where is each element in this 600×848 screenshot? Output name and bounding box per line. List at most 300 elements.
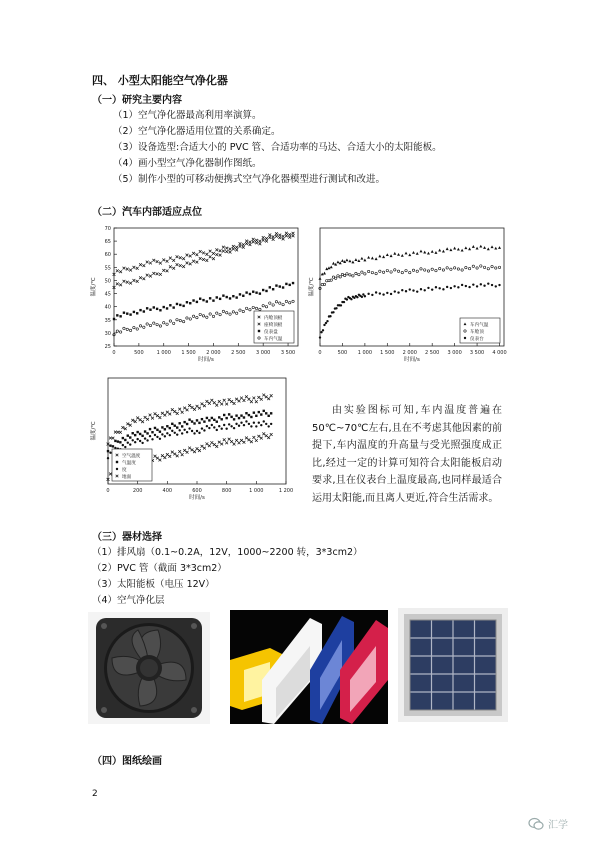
legend-label: 车舱顶 (470, 330, 484, 335)
y-axis-label: 温度/℃ (91, 277, 97, 297)
data-point (208, 427, 210, 429)
data-point (346, 298, 348, 300)
data-point (262, 289, 264, 291)
legend-label: 座椅顶板 (264, 323, 283, 328)
data-point (136, 431, 138, 433)
x-tick-label: 0 (112, 350, 116, 356)
data-point (243, 424, 245, 426)
data-point (136, 312, 138, 314)
data-point (124, 446, 126, 448)
data-point (169, 427, 171, 429)
legend-label: 气温度 (122, 461, 136, 466)
data-point (122, 437, 124, 439)
data-point (491, 284, 493, 286)
data-point (292, 282, 294, 284)
data-point (213, 419, 215, 421)
data-point (169, 434, 171, 436)
list-item: （3）太阳能板（电压 12V） (92, 579, 215, 590)
solar-panel-photo (398, 608, 508, 722)
data-point (116, 314, 118, 316)
data-point (189, 302, 191, 304)
legend-label: 空气温度 (122, 454, 141, 459)
data-point (233, 418, 235, 420)
data-point (265, 290, 267, 292)
data-point (255, 415, 257, 417)
data-point (265, 412, 267, 414)
data-point (206, 300, 208, 302)
legend-label: 度 (122, 468, 127, 473)
data-point (431, 288, 433, 290)
data-point (340, 304, 342, 306)
data-point (178, 422, 180, 424)
fan-photo (88, 612, 210, 724)
data-point (258, 421, 260, 423)
data-point (232, 295, 234, 297)
data-point (442, 288, 444, 290)
x-tick-label: 800 (221, 488, 232, 494)
data-point (171, 423, 173, 425)
x-tick-label: 600 (192, 488, 202, 494)
data-point (193, 422, 195, 424)
data-point (209, 297, 211, 299)
data-point (201, 418, 203, 420)
data-point (146, 432, 148, 434)
data-point (176, 426, 178, 428)
data-point (156, 429, 158, 431)
data-point (208, 419, 210, 421)
data-point (265, 423, 267, 425)
x-tick-label: 1 200 (278, 488, 294, 494)
x-tick-label: 1 500 (380, 350, 395, 356)
data-point (174, 432, 176, 434)
data-point (161, 426, 163, 428)
data-point (235, 423, 237, 425)
data-point (275, 284, 277, 286)
x-tick-label: 3 500 (280, 350, 296, 356)
data-point (228, 423, 230, 425)
legend-marker (116, 468, 118, 470)
data-point (114, 440, 116, 442)
data-point (412, 289, 414, 291)
data-point (361, 296, 363, 298)
chart-dashboard-temperature (306, 222, 511, 362)
data-point (221, 428, 223, 430)
data-point (221, 418, 223, 420)
data-point (255, 425, 257, 427)
data-point (465, 285, 467, 287)
x-tick-label: 1 500 (181, 350, 196, 356)
data-point (238, 425, 240, 427)
x-axis-label: 时间/s (198, 357, 214, 362)
data-point (223, 424, 225, 426)
data-point (183, 429, 185, 431)
data-point (183, 421, 185, 423)
list-item: （1）排风扇（0.1~0.2A，12V，1000~2200 转，3*3cm2） (92, 547, 363, 558)
data-point (159, 431, 161, 433)
data-point (401, 289, 403, 291)
data-point (119, 441, 121, 443)
pvc-tube-photo (230, 610, 388, 724)
data-point (203, 420, 205, 422)
y-tick-label: 70 (104, 226, 111, 232)
data-point (323, 324, 325, 326)
data-point (169, 304, 171, 306)
data-point (156, 436, 158, 438)
data-point (260, 424, 262, 426)
data-point (141, 442, 143, 444)
y-tick-label: 60 (104, 252, 111, 259)
data-point (198, 432, 200, 434)
x-tick-label: 200 (132, 488, 143, 494)
footer-watermark (528, 816, 568, 831)
y-tick-label: 25 (104, 344, 111, 350)
data-point (270, 412, 272, 414)
data-point (216, 420, 218, 422)
sub4-title: （四）图纸绘画 (92, 756, 162, 767)
data-point (230, 416, 232, 418)
legend-label: 车内气温 (470, 323, 489, 328)
data-point (211, 424, 213, 426)
data-point (129, 313, 131, 315)
data-point (223, 414, 225, 416)
y-tick-label: 50 (104, 278, 111, 285)
data-point (159, 438, 161, 440)
data-point (245, 420, 247, 422)
data-point (212, 299, 214, 301)
data-point (367, 293, 369, 295)
x-axis-label: 时间/s (189, 495, 205, 501)
section-heading: 四、 小型太阳能空气净化器 (92, 74, 228, 87)
data-point (179, 304, 181, 306)
y-tick-label: 65 (104, 239, 111, 246)
data-point (141, 435, 143, 437)
data-point (260, 413, 262, 415)
data-point (112, 445, 114, 447)
x-tick-label: 500 (337, 350, 348, 356)
data-point (239, 293, 241, 295)
data-point (457, 286, 459, 288)
data-point (238, 417, 240, 419)
x-tick-label: 1 000 (357, 350, 373, 356)
data-point (371, 294, 373, 296)
x-tick-label: 500 (134, 350, 144, 356)
data-point (149, 435, 151, 437)
pvc-tubes-icon (230, 610, 388, 724)
data-point (182, 305, 184, 307)
data-point (201, 427, 203, 429)
data-point (250, 416, 252, 418)
data-point (117, 440, 119, 442)
data-point (156, 308, 158, 310)
legend-label: 内舱顶板 (264, 316, 283, 321)
data-point (171, 430, 173, 432)
legend-label: 仪表台 (470, 337, 484, 342)
data-point (143, 310, 145, 312)
data-point (259, 292, 261, 294)
list-item: （3）设备选型:合适大小的 PVC 管、合适功率的马达、合适大小的太阳能板。 (113, 142, 442, 153)
data-point (483, 285, 485, 287)
data-point (154, 434, 156, 436)
data-point (124, 439, 126, 441)
data-point (222, 294, 224, 296)
data-point (326, 320, 328, 322)
data-point (487, 282, 489, 284)
data-point (242, 295, 244, 297)
x-tick-label: 2 000 (206, 350, 221, 356)
data-point (468, 286, 470, 288)
data-point (386, 292, 388, 294)
data-point (186, 431, 188, 433)
x-tick-label: 2 000 (402, 350, 417, 356)
data-point (216, 429, 218, 431)
data-point (245, 291, 247, 293)
data-point (159, 309, 161, 311)
data-point (235, 414, 237, 416)
x-tick-label: 2 500 (425, 350, 440, 356)
data-point (356, 296, 358, 298)
data-point (424, 289, 426, 291)
legend-marker (464, 337, 466, 339)
list-item: （4）画小型空气净化器制作图纸。 (113, 158, 262, 169)
analysis-paragraph: 由实验图标可知,车内温度普遍在 50℃~70℃左右,且在不考虑其他因素的前提下,车内温度的升高量与受光照强度成正比,经过一定的计算可知符合太阳能板启动要求,且在仪表台上温度最高,也同样最适合运用太阳能,而且离人更近,符合生活需求。 (312, 405, 502, 504)
data-point (390, 293, 392, 295)
data-point (136, 438, 138, 440)
data-point (198, 422, 200, 424)
list-item: （2）空气净化器适用位置的关系确定。 (113, 126, 281, 137)
x-tick-label: 3 500 (469, 350, 485, 356)
data-point (213, 426, 215, 428)
data-point (196, 419, 198, 421)
solar-panel-icon (398, 608, 508, 722)
y-tick-label: 40 (104, 304, 111, 311)
data-point (270, 423, 272, 425)
x-tick-label: 0 (106, 488, 110, 494)
data-point (139, 309, 141, 311)
data-point (427, 287, 429, 289)
legend-label: 仪表盘 (264, 330, 278, 335)
data-point (229, 297, 231, 299)
data-point (245, 412, 247, 414)
data-point (172, 306, 174, 308)
x-tick-label: 3 000 (447, 350, 462, 356)
x-axis-label: 时间/s (404, 357, 420, 362)
x-tick-label: 400 (162, 488, 173, 494)
data-point (186, 423, 188, 425)
data-point (219, 298, 221, 300)
data-point (188, 427, 190, 429)
data-point (181, 432, 183, 434)
data-point (329, 315, 331, 317)
x-tick-label: 4 000 (492, 350, 507, 356)
data-point (191, 420, 193, 422)
list-item: （1）空气净化器最高利用率演算。 (113, 110, 262, 121)
data-point (248, 414, 250, 416)
data-point (153, 306, 155, 308)
data-point (498, 284, 500, 286)
data-point (164, 428, 166, 430)
data-point (216, 296, 218, 298)
data-point (134, 434, 136, 436)
data-point (133, 311, 135, 313)
data-point (196, 301, 198, 303)
data-point (146, 307, 148, 309)
y-tick-label: 55 (104, 265, 111, 272)
data-point (161, 433, 163, 435)
data-point (127, 434, 129, 436)
data-point (267, 425, 269, 427)
data-point (394, 290, 396, 292)
data-point (225, 428, 227, 430)
data-point (285, 283, 287, 285)
data-point (233, 427, 235, 429)
list-item: （2）PVC 管（截面 3*3cm2） (92, 563, 227, 574)
data-point (146, 439, 148, 441)
x-tick-label: 1 000 (249, 488, 264, 494)
data-point (203, 429, 205, 431)
data-point (218, 416, 220, 418)
data-point (186, 301, 188, 303)
data-point (267, 415, 269, 417)
data-point (282, 286, 284, 288)
sub1-title: （一）研究主要内容 (92, 95, 182, 106)
data-point (139, 440, 141, 442)
data-point (206, 425, 208, 427)
data-point (113, 318, 115, 320)
x-tick-label: 1 000 (156, 350, 171, 356)
data-point (193, 432, 195, 434)
data-point (181, 425, 183, 427)
data-point (249, 293, 251, 295)
x-tick-label: 3 000 (256, 350, 271, 356)
list-item: （4）空气净化层 (92, 595, 165, 606)
data-point (416, 290, 418, 292)
legend-marker (258, 330, 260, 332)
y-tick-label: 30 (104, 330, 111, 337)
data-point (144, 430, 146, 432)
equipment-list (92, 545, 363, 609)
chart-cabin-temperature (90, 222, 305, 362)
data-point (319, 336, 321, 338)
y-axis-label: 温度/℃ (309, 277, 315, 297)
data-point (461, 284, 463, 286)
data-point (230, 425, 232, 427)
legend-label: 地面 (122, 475, 132, 480)
data-point (235, 296, 237, 298)
data-point (206, 417, 208, 419)
data-point (139, 433, 141, 435)
y-tick-label: 45 (104, 291, 111, 298)
x-tick-label: 2 500 (231, 350, 246, 356)
data-point (188, 418, 190, 420)
research-list (113, 108, 442, 188)
data-point (192, 299, 194, 301)
wechat-icon (528, 817, 544, 831)
data-point (199, 298, 201, 300)
sub2-title: （二）汽车内部适应点位 (92, 207, 202, 218)
data-point (107, 457, 109, 459)
data-point (446, 286, 448, 288)
data-point (272, 288, 274, 290)
data-point (154, 427, 156, 429)
data-point (450, 287, 452, 289)
data-point (149, 428, 151, 430)
data-point (166, 425, 168, 427)
data-point (226, 296, 228, 298)
data-point (255, 291, 257, 293)
y-tick-label: 35 (104, 317, 111, 324)
data-point (476, 285, 478, 287)
data-point (325, 322, 327, 324)
data-point (218, 425, 220, 427)
data-point (119, 315, 121, 317)
data-point (335, 307, 337, 309)
data-point (289, 284, 291, 286)
data-point (109, 452, 111, 454)
data-point (322, 329, 324, 331)
legend-marker (116, 461, 118, 463)
data-point (252, 291, 254, 293)
data-point (174, 425, 176, 427)
page-number: 2 (92, 789, 98, 799)
data-point (107, 450, 109, 452)
data-point (397, 291, 399, 293)
data-point (258, 411, 260, 413)
data-point (375, 291, 377, 293)
data-point (211, 417, 213, 419)
data-point (196, 430, 198, 432)
data-point (332, 311, 334, 313)
data-point (279, 285, 281, 287)
data-point (129, 436, 131, 438)
data-point (472, 283, 474, 285)
data-point (350, 298, 352, 300)
data-point (495, 285, 497, 287)
fan-icon (88, 612, 210, 724)
data-point (176, 303, 178, 305)
data-point (127, 442, 129, 444)
data-point (240, 414, 242, 416)
data-point (132, 439, 134, 441)
data-point (405, 290, 407, 292)
data-point (202, 299, 204, 301)
data-point (269, 286, 271, 288)
data-point (166, 432, 168, 434)
data-point (435, 286, 437, 288)
data-point (248, 423, 250, 425)
data-point (176, 433, 178, 435)
data-point (164, 435, 166, 437)
data-point (122, 444, 124, 446)
data-point (129, 443, 131, 445)
data-point (480, 283, 482, 285)
data-point (263, 410, 265, 412)
data-point (109, 444, 111, 446)
data-point (379, 292, 381, 294)
data-point (263, 420, 265, 422)
data-point (225, 417, 227, 419)
data-point (166, 307, 168, 309)
data-point (191, 430, 193, 432)
data-point (409, 288, 411, 290)
y-axis-label: 温度/℃ (91, 421, 97, 441)
data-point (420, 288, 422, 290)
data-point (253, 421, 255, 423)
data-point (382, 293, 384, 295)
chart-short-term-temperature (90, 372, 295, 502)
data-point (151, 438, 153, 440)
data-point (253, 411, 255, 413)
x-tick-label: 0 (318, 350, 322, 356)
